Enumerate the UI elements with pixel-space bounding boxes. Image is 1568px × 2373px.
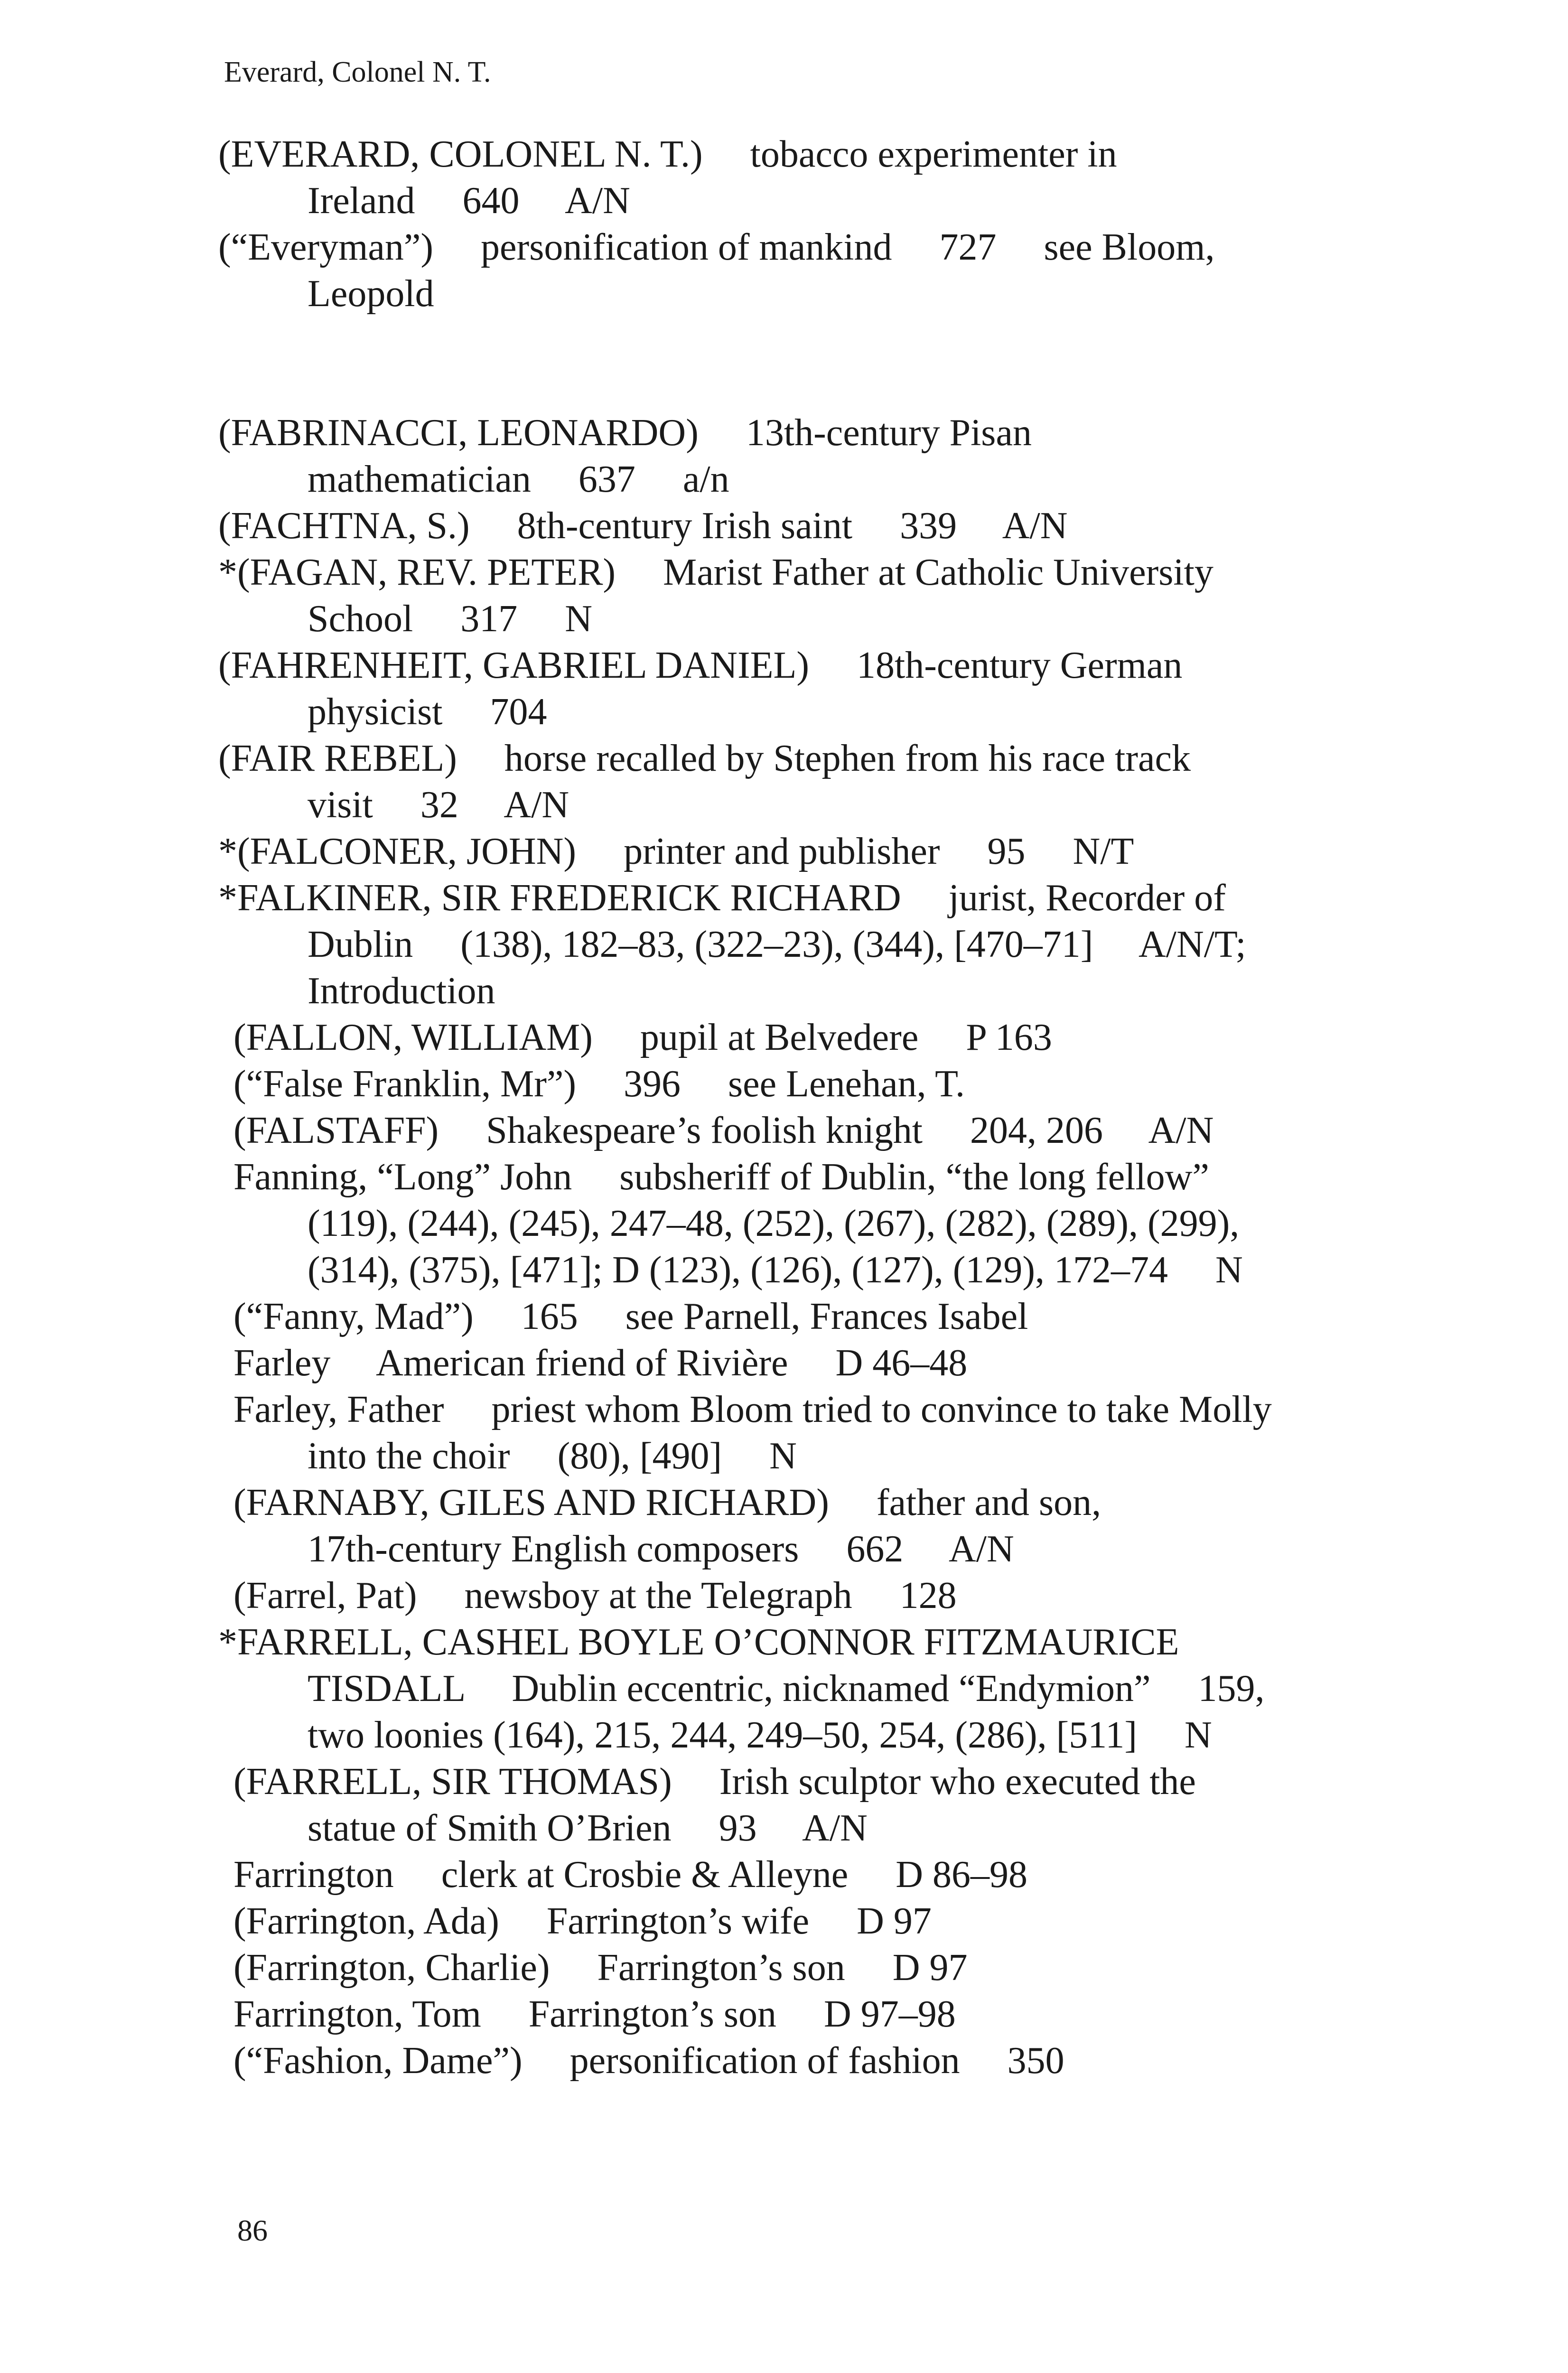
entry-line: Farley American friend of Rivière D 46–48 xyxy=(233,1342,968,1384)
entry-line: Dublin (138), 182–83, (322–23), (344), [470–71] A/N/T; xyxy=(308,924,1246,965)
entry-line: School 317 N xyxy=(308,598,592,640)
entry-line: Ireland 640 A/N xyxy=(308,180,630,222)
entry-line: (FAIR REBEL) horse recalled by Stephen from his race track xyxy=(218,738,1191,779)
entry-line: *(FALCONER, JOHN) printer and publisher 95 N/T xyxy=(218,831,1134,872)
entry-line: (Farrel, Pat) newsboy at the Telegraph 128 xyxy=(233,1575,957,1616)
entry-line: (Farrington, Charlie) Farrington’s son D 97 xyxy=(233,1947,968,1989)
entry-line: into the choir (80), [490] N xyxy=(308,1435,797,1477)
entry-line: (FARNABY, GILES AND RICHARD) father and son, xyxy=(233,1482,1101,1523)
entry-line: physicist 704 xyxy=(308,691,547,733)
entry-line: (FAHRENHEIT, GABRIEL DANIEL) 18th-century German xyxy=(218,645,1183,686)
entry-line: (Farrington, Ada) Farrington’s wife D 97 xyxy=(233,1900,932,1942)
entry-line: Leopold xyxy=(308,273,434,315)
entry-line: (FACHTNA, S.) 8th-century Irish saint 339 A/N xyxy=(218,505,1068,547)
entry-line: statue of Smith O’Brien 93 A/N xyxy=(308,1807,868,1849)
entry-line: mathematician 637 a/n xyxy=(308,458,729,500)
entry-line: (“Everyman”) personification of mankind 727 see Bloom, xyxy=(218,226,1215,268)
entry-line: *FALKINER, SIR FREDERICK RICHARD jurist, Recorder of xyxy=(218,877,1226,919)
entry-line: Fanning, “Long” John subsheriff of Dublin, “the long fellow” xyxy=(233,1156,1209,1198)
entry-line: (“Fashion, Dame”) personification of fashion 350 xyxy=(233,2040,1064,2082)
entry-line: Farrington clerk at Crosbie & Alleyne D 86–98 xyxy=(233,1854,1028,1896)
entry-line: visit 32 A/N xyxy=(308,784,569,826)
running-head: Everard, Colonel N. T. xyxy=(224,56,491,88)
entry-line: Farrington, Tom Farrington’s son D 97–98 xyxy=(233,1993,956,2035)
entry-line: (EVERARD, COLONEL N. T.) tobacco experimenter in xyxy=(218,133,1117,175)
entry-line: (FALSTAFF) Shakespeare’s foolish knight 204, 206 A/N xyxy=(233,1110,1214,1151)
entry-line: 17th-century English composers 662 A/N xyxy=(308,1528,1014,1570)
entry-line: (FARRELL, SIR THOMAS) Irish sculptor who executed the xyxy=(233,1761,1196,1803)
entry-line: (314), (375), [471]; D (123), (126), (127), (129), 172–74 N xyxy=(308,1249,1243,1291)
entry-line: *(FAGAN, REV. PETER) Marist Father at Catholic University xyxy=(218,551,1213,593)
entry-line: TISDALL Dublin eccentric, nicknamed “Endymion” 159, xyxy=(308,1668,1265,1710)
entry-line: (FABRINACCI, LEONARDO) 13th-century Pisan xyxy=(218,412,1032,454)
entry-line: two loonies (164), 215, 244, 249–50, 254, (286), [511] N xyxy=(308,1714,1212,1756)
entry-line: Introduction xyxy=(308,970,495,1012)
entry-line: (FALLON, WILLIAM) pupil at Belvedere P 163 xyxy=(233,1017,1052,1058)
entry-line: (119), (244), (245), 247–48, (252), (267), (282), (289), (299), xyxy=(308,1203,1240,1244)
entry-line: *FARRELL, CASHEL BOYLE O’CONNOR FITZMAURICE xyxy=(218,1621,1179,1663)
entry-line: (“False Franklin, Mr”) 396 see Lenehan, T. xyxy=(233,1063,965,1105)
entry-line: Farley, Father priest whom Bloom tried to convince to take Molly xyxy=(233,1389,1272,1430)
page-number: 86 xyxy=(237,2214,268,2247)
entry-line: (“Fanny, Mad”) 165 see Parnell, Frances Isabel xyxy=(233,1296,1028,1337)
